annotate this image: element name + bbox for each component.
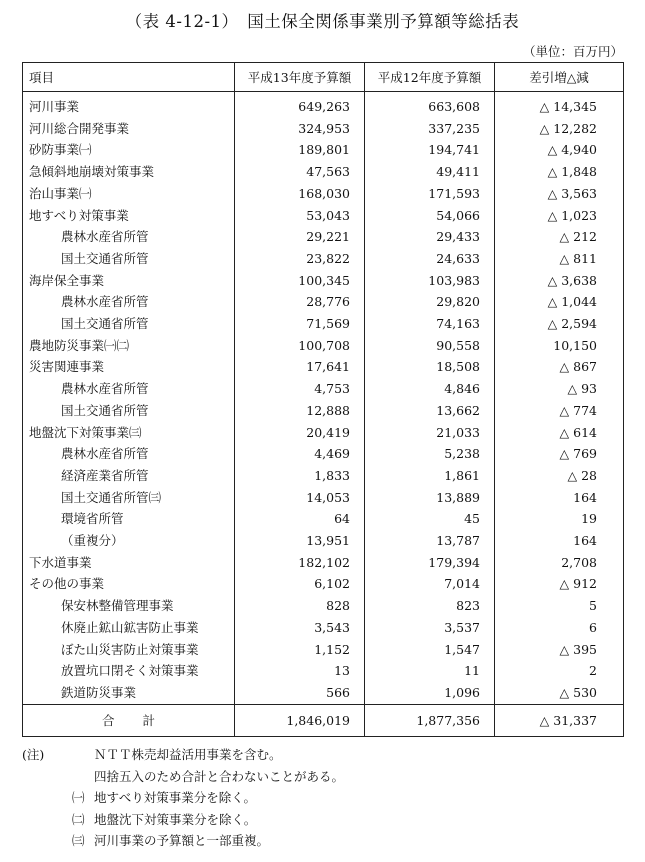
row-h12-value: 11 [365,660,495,682]
row-item-name: 環境省所管 [23,508,235,530]
row-diff-value: △ 912 [495,573,624,595]
row-item-name: ぼた山災害防止対策事業 [23,639,235,661]
row-h13-value: 53,043 [235,205,365,227]
table-row [23,313,624,335]
row-item-name: 農林水産省所管 [23,443,235,465]
row-h12-value: 823 [365,595,495,617]
table-row [23,617,624,639]
note-label: (注) [22,747,45,762]
row-diff-value: △ 769 [495,443,624,465]
row-diff-value: △ 614 [495,422,624,444]
row-h12-value: 103,983 [365,270,495,292]
note-line [22,744,623,766]
total-label: 合計 [23,704,235,736]
row-h13-value: 100,345 [235,270,365,292]
table-row [23,422,624,444]
table-row [23,682,624,704]
row-h12-value: 5,238 [365,443,495,465]
row-h12-value: 24,633 [365,248,495,270]
row-h12-value: 663,608 [365,92,495,118]
row-h12-value: 194,741 [365,139,495,161]
row-h13-value: 20,419 [235,422,365,444]
row-item-name: 治山事業㈠ [23,183,235,205]
row-diff-value: 19 [495,508,624,530]
row-diff-value: △ 1,044 [495,291,624,313]
row-h13-value: 1,833 [235,465,365,487]
note-line [22,809,623,831]
row-item-name: 地すべり対策事業 [23,205,235,227]
row-item-name: 急傾斜地崩壊対策事業 [23,161,235,183]
row-diff-value: 10,150 [495,335,624,357]
note-text: 地盤沈下対策事業分を除く。 [94,811,257,827]
header-diff: 差引増△減 [495,63,624,92]
row-h13-value: 4,753 [235,378,365,400]
row-diff-value: 2,708 [495,552,624,574]
row-h13-value: 189,801 [235,139,365,161]
table-row [23,443,624,465]
row-h13-value: 100,708 [235,335,365,357]
note-mark: ㈡ [72,811,85,827]
header-row [23,63,624,92]
row-h13-value: 13 [235,660,365,682]
table-row [23,660,624,682]
note-line [22,787,623,809]
table-row [23,92,624,118]
row-h13-value: 3,543 [235,617,365,639]
table-row [23,183,624,205]
row-h13-value: 47,563 [235,161,365,183]
row-diff-value: 164 [495,530,624,552]
note-mark [72,766,94,788]
row-diff-value: △ 93 [495,378,624,400]
row-h12-value: 7,014 [365,573,495,595]
row-h12-value: 29,820 [365,291,495,313]
row-h12-value: 74,163 [365,313,495,335]
note-label [22,809,72,831]
row-h13-value: 168,030 [235,183,365,205]
row-h13-value: 12,888 [235,400,365,422]
row-item-name: 保安林整備管理事業 [23,595,235,617]
row-h13-value: 13,951 [235,530,365,552]
table-row [23,573,624,595]
row-item-name: 国土交通省所管 [23,248,235,270]
row-item-name: 農林水産省所管 [23,291,235,313]
row-diff-value: △ 395 [495,639,624,661]
row-h13-value: 14,053 [235,487,365,509]
row-h12-value: 13,889 [365,487,495,509]
note-text: 地すべり対策事業分を除く。 [94,790,257,805]
note-label [22,830,72,852]
row-item-name: 海岸保全事業 [23,270,235,292]
row-item-name: 砂防事業㈠ [23,139,235,161]
row-item-name: 経済産業省所管 [23,465,235,487]
row-item-name: 鉄道防災事業 [23,682,235,704]
table-row [23,161,624,183]
unit-label: （単位：百万円） [522,44,623,59]
row-item-name: 農地防災事業㈠㈡ [23,335,235,357]
row-h12-value: 21,033 [365,422,495,444]
row-diff-value: 5 [495,595,624,617]
table-row [23,226,624,248]
header-item: 項目 [23,63,235,92]
row-item-name: 農林水産省所管 [23,226,235,248]
table-row [23,639,624,661]
table-row [23,270,624,292]
note-text: 河川事業の予算額と一部重複。 [94,833,270,848]
row-diff-value: △ 3,563 [495,183,624,205]
row-diff-value: △ 530 [495,682,624,704]
note-mark: ㈢ [72,833,85,848]
row-diff-value: △ 2,594 [495,313,624,335]
row-h12-value: 29,433 [365,226,495,248]
row-item-name: 放置坑口閉そく対策事業 [23,660,235,682]
row-h13-value: 23,822 [235,248,365,270]
table-row [23,356,624,378]
row-h13-value: 71,569 [235,313,365,335]
row-h13-value: 6,102 [235,573,365,595]
row-h13-value: 649,263 [235,92,365,118]
row-diff-value: △ 774 [495,400,624,422]
row-diff-value: 2 [495,660,624,682]
table-row [23,595,624,617]
total-h12: 1,877,356 [365,704,495,736]
row-diff-value: 164 [495,487,624,509]
total-h13: 1,846,019 [235,704,365,736]
row-diff-value: △ 811 [495,248,624,270]
row-item-name: 休廃止鉱山鉱害防止事業 [23,617,235,639]
note-mark: ㈠ [72,790,85,805]
row-diff-value: △ 12,282 [495,118,624,140]
row-item-name: 災害関連事業 [23,356,235,378]
row-item-name: 国土交通省所管 [23,313,235,335]
row-h12-value: 337,235 [365,118,495,140]
table-row [23,335,624,357]
row-item-name: その他の事業 [23,573,235,595]
row-diff-value: △ 4,940 [495,139,624,161]
total-diff: △ 31,337 [495,704,624,736]
table-row [23,248,624,270]
row-item-name: 国土交通省所管㈢ [23,487,235,509]
budget-table [22,62,624,737]
row-h12-value: 13,662 [365,400,495,422]
row-h12-value: 1,861 [365,465,495,487]
row-h12-value: 45 [365,508,495,530]
row-diff-value: △ 212 [495,226,624,248]
row-diff-value: △ 3,638 [495,270,624,292]
row-h13-value: 324,953 [235,118,365,140]
note-text: 四捨五入のため合計と合わないことがある。 [94,768,345,784]
table-row [23,465,624,487]
row-item-name: 国土交通省所管 [23,400,235,422]
row-h12-value: 90,558 [365,335,495,357]
row-h12-value: 1,096 [365,682,495,704]
row-h13-value: 28,776 [235,291,365,313]
row-h13-value: 1,152 [235,639,365,661]
note-line [22,830,623,852]
row-h13-value: 182,102 [235,552,365,574]
row-h13-value: 29,221 [235,226,365,248]
row-item-name: 河川事業 [23,92,235,118]
row-item-name: 河川総合開発事業 [23,118,235,140]
row-h13-value: 4,469 [235,443,365,465]
row-h12-value: 4,846 [365,378,495,400]
row-item-name: 農林水産省所管 [23,378,235,400]
row-item-name: 地盤沈下対策事業㈢ [23,422,235,444]
table-row [23,118,624,140]
row-h13-value: 566 [235,682,365,704]
row-h12-value: 3,537 [365,617,495,639]
table-row [23,205,624,227]
row-h13-value: 64 [235,508,365,530]
row-h12-value: 1,547 [365,639,495,661]
table-row [23,291,624,313]
row-diff-value: △ 14,345 [495,92,624,118]
row-h12-value: 179,394 [365,552,495,574]
header-h12: 平成12年度予算額 [365,63,495,92]
row-item-name: 下水道事業 [23,552,235,574]
table-row [23,530,624,552]
row-item-name: （重複分） [23,530,235,552]
row-h12-value: 49,411 [365,161,495,183]
row-h12-value: 171,593 [365,183,495,205]
table-row [23,378,624,400]
header-h13: 平成13年度予算額 [235,63,365,92]
row-h12-value: 18,508 [365,356,495,378]
note-mark [72,744,94,766]
table-row [23,552,624,574]
table-row [23,508,624,530]
row-diff-value: △ 1,023 [495,205,624,227]
row-h13-value: 828 [235,595,365,617]
row-diff-value: 6 [495,617,624,639]
table-row [23,400,624,422]
note-text: ＮＴＴ株売却益活用事業を含む。 [94,747,282,762]
row-h13-value: 17,641 [235,356,365,378]
notes [22,744,623,852]
note-label [22,766,72,788]
row-diff-value: △ 867 [495,356,624,378]
table-row [23,139,624,161]
note-line [22,766,623,788]
note-label [22,787,72,809]
row-h12-value: 13,787 [365,530,495,552]
table-row [23,487,624,509]
total-row [23,704,624,736]
row-diff-value: △ 1,848 [495,161,624,183]
row-diff-value: △ 28 [495,465,624,487]
row-h12-value: 54,066 [365,205,495,227]
table-title: （表 4-12-1） 国土保全関係事業別予算額等総括表 [125,12,520,31]
